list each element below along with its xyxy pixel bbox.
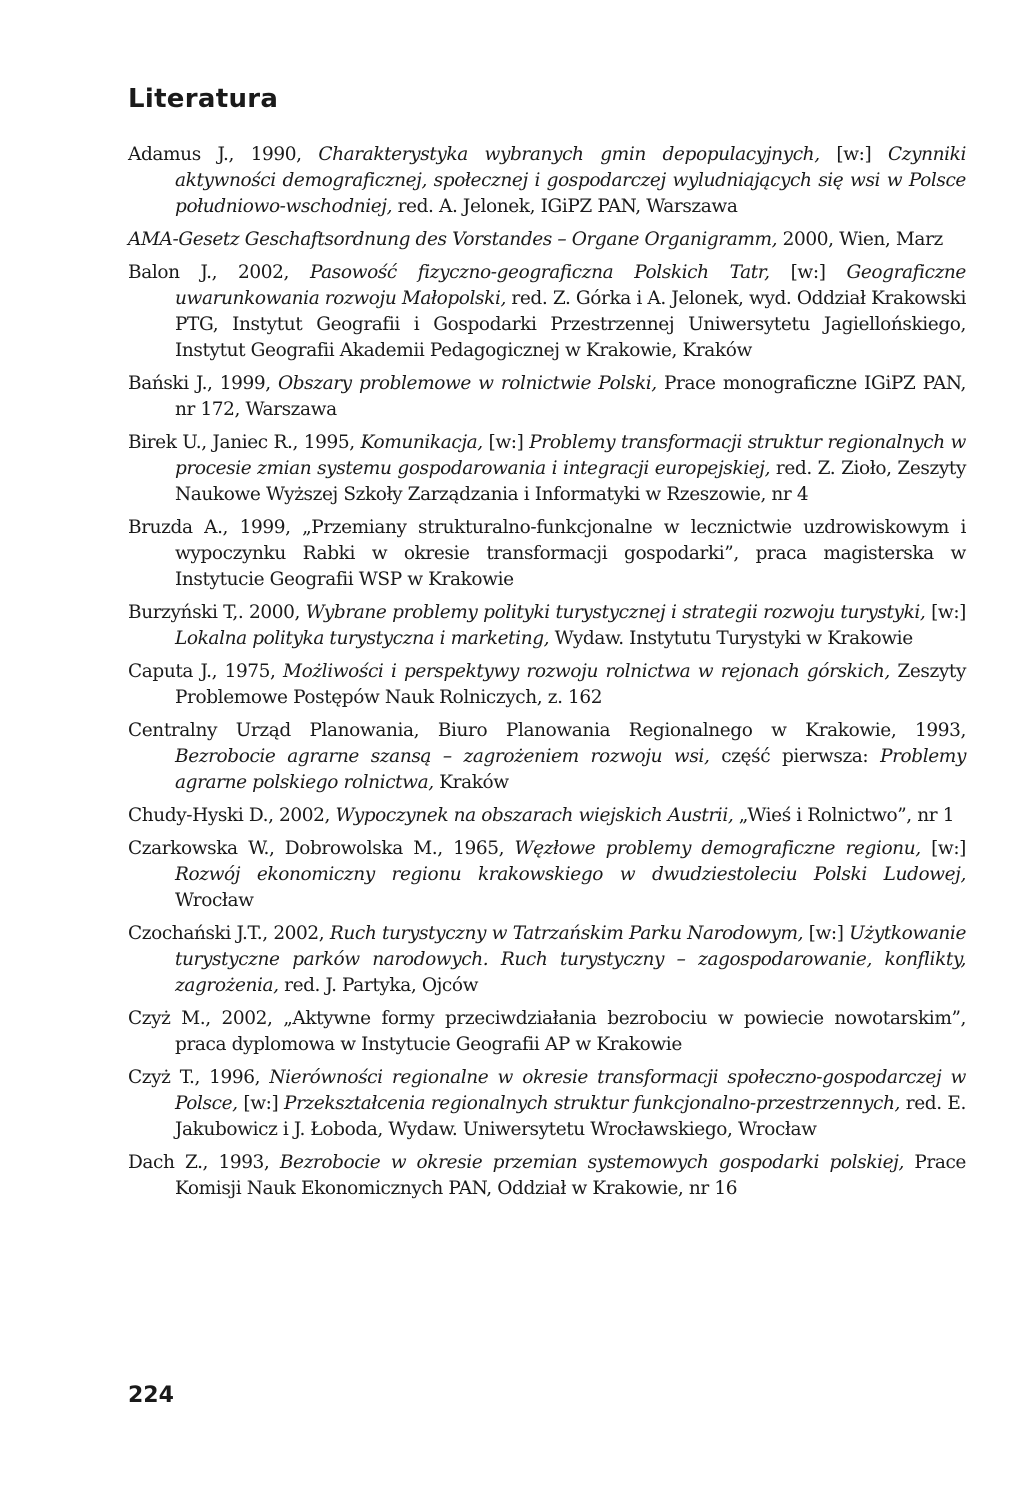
entry-text: Balon J., 2002, — [128, 262, 310, 283]
entry-title-italic: Problemy transformacji struktur regionalnych w procesie zmian systemu gospodarowania i integracji europejskiej, — [175, 432, 966, 479]
entry-text: Czarkowska W., Dobrowolska M., 1965, — [128, 838, 515, 859]
entry-title-italic: Wypoczynek na obszarach wiejskich Austrii, — [335, 805, 734, 826]
entry-title-italic: Ruch turystyczny w Tatrzańskim Parku Narodowym, — [329, 923, 804, 944]
bibliography-entry — [128, 142, 966, 220]
entry-text: Bański J., 1999, — [128, 373, 278, 394]
entry-title-italic: Możliwości i perspektywy rozwoju rolnictwa w rejonach górskich, — [283, 661, 890, 682]
entry-title-italic: Czynniki aktywności demograficznej, społecznej i gospodarczej wyludniających się wsi w Polsce południowo-wschodniej, — [175, 144, 966, 217]
bibliography-entry — [128, 227, 966, 253]
entry-text: [w:] — [819, 144, 888, 165]
entry-title-italic: Geograficzne uwarunkowania rozwoju Małopolski, — [175, 262, 966, 309]
bibliography-entry — [128, 430, 966, 508]
entry-text: Bruzda A., 1999, „Przemiany strukturalno-funkcjonalne w lecznictwie uzdrowiskowym i wypoczynku Rabki w okresie transformacji gospodarki”, praca magisterska w Instytucie Geografii WSP w Krakowie — [128, 517, 966, 590]
entry-text: Czyż T., 1996, — [128, 1067, 270, 1088]
entry-text: „Wieś i Rolnictwo”, nr 1 — [733, 805, 955, 826]
entry-title-italic: Nierówności regionalne w okresie transformacji społeczno-gospodarczej w Polsce, — [175, 1067, 966, 1114]
entry-text: Centralny Urząd Planowania, Biuro Planowania Regionalnego w Krakowie, 1993, — [128, 720, 966, 741]
entry-text: 2000, Wien, Marz — [777, 229, 943, 250]
entry-text: [w:] — [237, 1093, 285, 1114]
entry-text: [w:] — [920, 838, 966, 859]
entry-text: Chudy-Hyski D., 2002, — [128, 805, 336, 826]
entry-title-italic: Komunikacja, — [360, 432, 483, 453]
entry-text: red. J. Partyka, Ojców — [278, 975, 479, 996]
entry-title-italic: Pasowość fizyczno-geograficzna Polskich Tatr, — [309, 262, 770, 283]
entry-title-italic: Użytkowanie turystyczne parków narodowych. Ruch turystyczny – zagospodarowanie, konflikty, zagrożenia, — [175, 923, 966, 996]
bibliography-entry — [128, 1065, 966, 1143]
entry-text: red. Z. Zioło, Zeszyty Naukowe Wyższej Szkoły Zarządzania i Informatyki w Rzeszowie, nr 4 — [175, 458, 966, 505]
bibliography-entry — [128, 836, 966, 914]
entry-text: [w:] — [482, 432, 530, 453]
entry-text: część pierwsza: — [709, 746, 881, 767]
bibliography-entry — [128, 803, 966, 829]
bibliography-entry — [128, 260, 966, 364]
bibliography-entry — [128, 1150, 966, 1202]
bibliography-entry — [128, 921, 966, 999]
bibliography-entry — [128, 659, 966, 711]
entry-text: Wrocław — [175, 890, 254, 911]
entry-title-italic: Wybrane problemy polityki turystycznej i strategii rozwoju turystyki, — [305, 602, 926, 623]
entry-text: Caputa J., 1975, — [128, 661, 284, 682]
bibliography-entry — [128, 371, 966, 423]
entry-title-italic: Bezrobocie agrarne szansą – zagrożeniem rozwoju wsi, — [175, 746, 710, 767]
entry-text: Czochański J.T., 2002, — [128, 923, 330, 944]
bibliography-entry — [128, 600, 966, 652]
entry-text: red. Z. Górka i A. Jelonek, wyd. Oddział Krakowski PTG, Instytut Geografii i Gospodarki Przestrzennej Uniwersytetu Jagiellońskiego, Instytut Geografii Akademii Pedagogicznej w Krakowie, Kraków — [175, 288, 966, 361]
entry-title-italic: Charakterystyka wybranych gmin depopulacyjnych, — [318, 144, 820, 165]
entry-text: red. A. Jelonek, IGiPZ PAN, Warszawa — [392, 196, 738, 217]
entry-text: Dach Z., 1993, — [128, 1152, 280, 1173]
entry-text: [w:] — [803, 923, 850, 944]
entry-text: Birek U., Janiec R., 1995, — [128, 432, 361, 453]
entry-text: Adamus J., 1990, — [128, 144, 319, 165]
entry-text: Czyż M., 2002, „Aktywne formy przeciwdziałania bezrobociu w powiecie nowotarskim”, praca dyplomowa w Instytucie Geografii AP w Krakowie — [128, 1008, 966, 1055]
entry-text: [w:] — [769, 262, 847, 283]
entry-text: Prace Komisji Nauk Ekonomicznych PAN, Oddział w Krakowie, nr 16 — [175, 1152, 966, 1199]
entry-text: Burzyński T,. 2000, — [128, 602, 306, 623]
entry-title-italic: Lokalna polityka turystyczna i marketing, — [175, 628, 550, 649]
section-heading: Literatura — [128, 84, 279, 114]
entry-title-italic: Problemy agrarne polskiego rolnictwa, — [175, 746, 966, 793]
entry-text: Zeszyty Problemowe Postępów Nauk Rolniczych, z. 162 — [175, 661, 967, 708]
entry-title-italic: Węzłowe problemy demograficzne regionu, — [514, 838, 921, 859]
entry-title-italic: Przekształcenia regionalnych struktur funkcjonalno-przestrzennych, — [284, 1093, 901, 1114]
entry-title-italic: AMA-Gesetz Geschaftsordnung des Vorstandes – Organe Organigramm, — [128, 229, 778, 250]
bibliography-list — [128, 142, 966, 1209]
bibliography-entry — [128, 718, 966, 796]
bibliography-entry — [128, 515, 966, 593]
page-number: 224 — [128, 1383, 174, 1408]
entry-text: red. E. Jakubowicz i J. Łoboda, Wydaw. Uniwersytetu Wrocławskiego, Wrocław — [175, 1093, 967, 1140]
entry-text: Kraków — [433, 772, 509, 793]
entry-title-italic: Bezrobocie w okresie przemian systemowych gospodarki polskiej, — [279, 1152, 904, 1173]
entry-text: [w:] — [925, 602, 966, 623]
entry-title-italic: Obszary problemowe w rolnictwie Polski, — [277, 373, 657, 394]
entry-title-italic: Rozwój ekonomiczny regionu krakowskiego w dwudziestoleciu Polski Ludowej, — [175, 864, 966, 885]
entry-text: Wydaw. Instytutu Turystyki w Krakowie — [549, 628, 913, 649]
bibliography-entry — [128, 1006, 966, 1058]
entry-text: Prace monograficzne IGiPZ PAN, nr 172, Warszawa — [175, 373, 966, 420]
